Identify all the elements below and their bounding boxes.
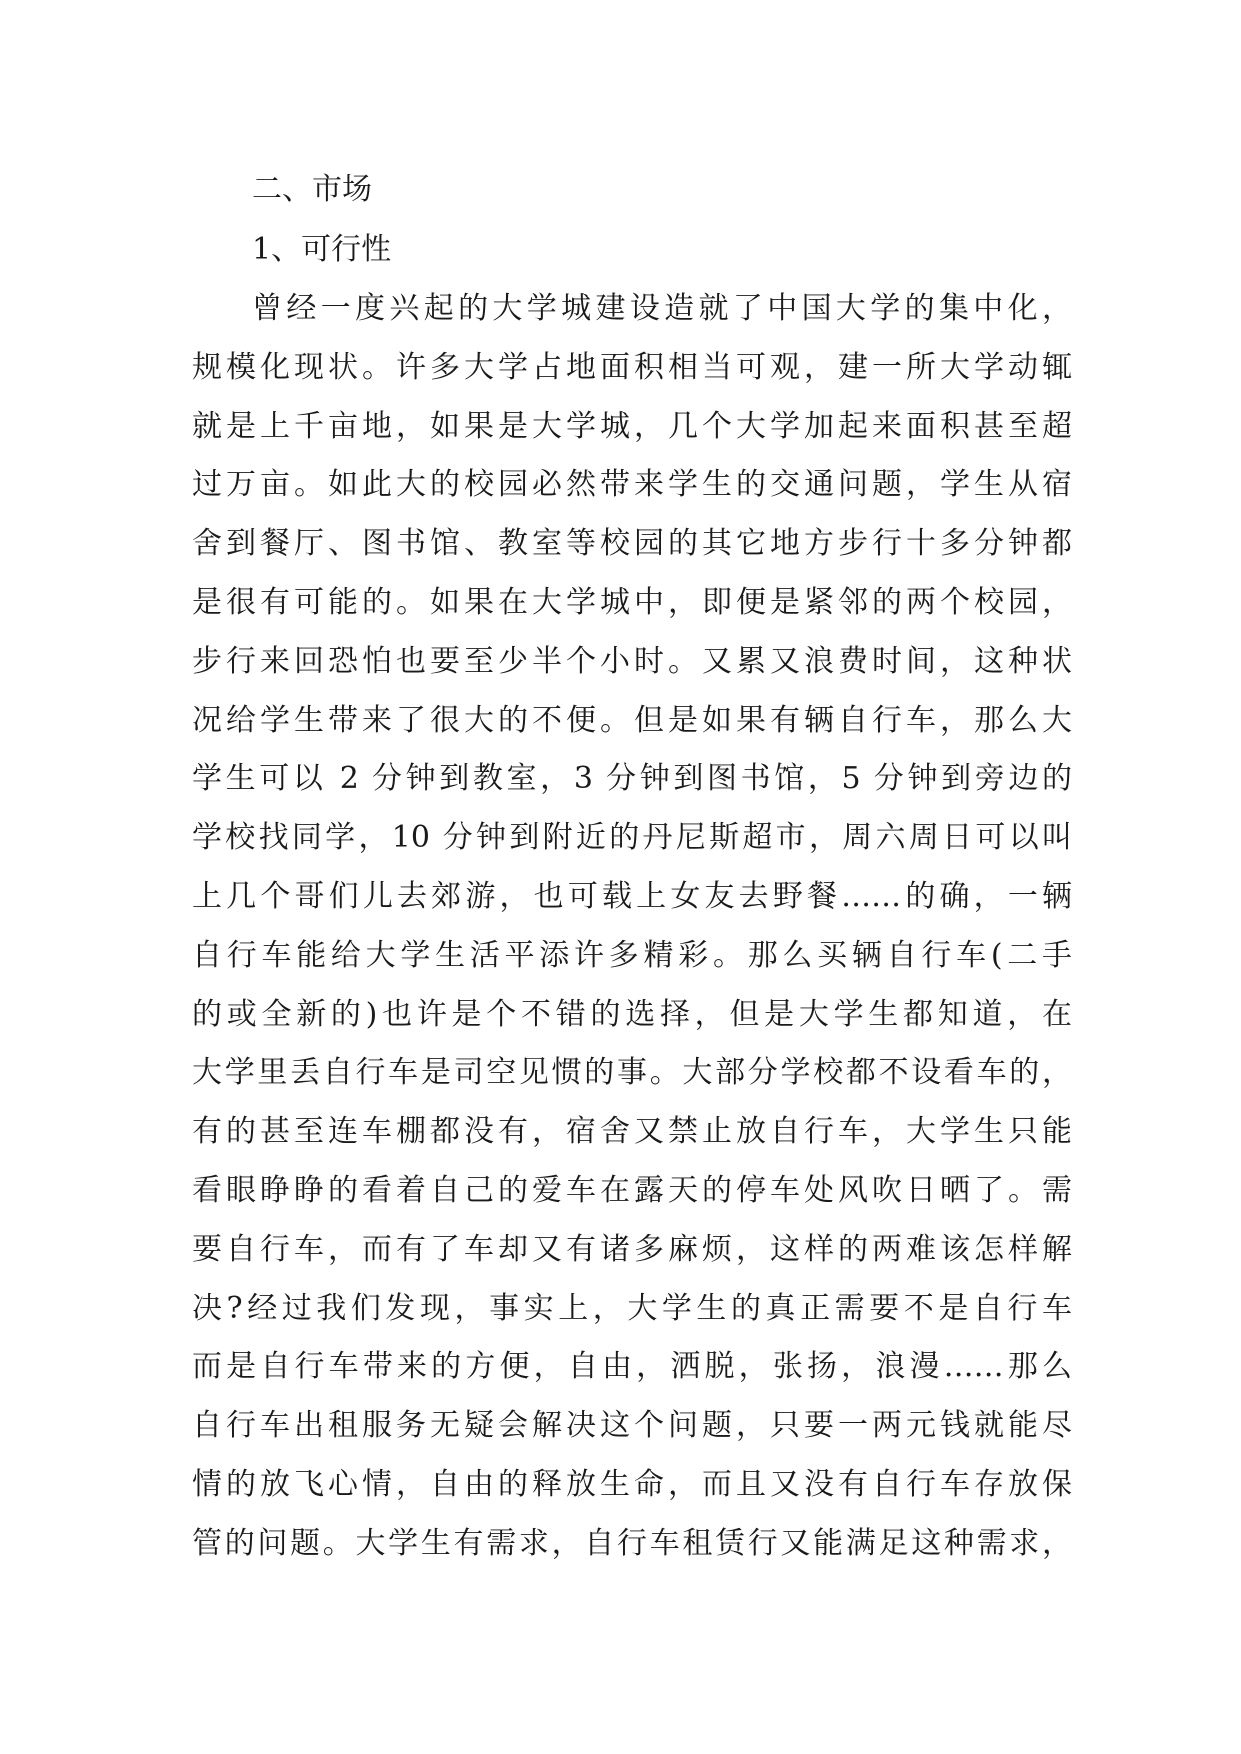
paragraph-line: 大学里丢自行车是司空见惯的事。大部分学校都不设看车的， [192, 1055, 1072, 1091]
paragraph-line: 过万亩。如此大的校园必然带来学生的交通问题，学生从宿 [192, 467, 1072, 503]
paragraph-line: 况给学生带来了很大的不便。但是如果有辆自行车，那么大 [192, 702, 1072, 738]
paragraph-line: 学校找同学，10 分钟到附近的丹尼斯超市，周六周日可以叫 [192, 820, 1072, 856]
paragraph-line: 自行车出租服务无疑会解决这个问题，只要一两元钱就能尽 [192, 1408, 1072, 1444]
paragraph-line: 上几个哥们儿去郊游，也可载上女友去野餐……的确，一辆 [192, 878, 1072, 914]
subsection-heading: 1、可行性 [252, 232, 392, 267]
paragraph-line: 规模化现状。许多大学占地面积相当可观，建一所大学动辄 [192, 349, 1072, 385]
paragraph-line: 是很有可能的。如果在大学城中，即便是紧邻的两个校园， [192, 584, 1072, 620]
paragraph-line: 情的放飞心情，自由的释放生命，而且又没有自行车存放保 [192, 1466, 1072, 1502]
paragraph-line: 管的问题。大学生有需求，自行车租赁行又能满足这种需求， [192, 1525, 1072, 1561]
paragraph-line: 决?经过我们发现，事实上，大学生的真正需要不是自行车 [192, 1290, 1072, 1326]
paragraph-line: 就是上千亩地，如果是大学城，几个大学加起来面积甚至超 [192, 408, 1072, 444]
paragraph-line: 而是自行车带来的方便，自由，洒脱，张扬，浪漫……那么 [192, 1349, 1072, 1385]
paragraph-line: 曾经一度兴起的大学城建设造就了中国大学的集中化， [252, 291, 1072, 326]
paragraph-line: 步行来回恐怕也要至少半个小时。又累又浪费时间，这种状 [192, 643, 1072, 679]
paragraph-line: 的或全新的)也许是个不错的选择，但是大学生都知道，在 [192, 996, 1072, 1032]
paragraph-line: 要自行车，而有了车却又有诸多麻烦，这样的两难该怎样解 [192, 1231, 1072, 1267]
body-paragraph [192, 280, 1072, 1574]
paragraph-line: 舍到餐厅、图书馆、教室等校园的其它地方步行十多分钟都 [192, 526, 1072, 562]
paragraph-line: 自行车能给大学生活平添许多精彩。那么买辆自行车(二手 [192, 937, 1072, 973]
paragraph-line: 学生可以 2 分钟到教室，3 分钟到图书馆，5 分钟到旁边的 [192, 761, 1072, 797]
paragraph-line: 有的甚至连车棚都没有，宿舍又禁止放自行车，大学生只能 [192, 1114, 1072, 1150]
document-body [192, 160, 1072, 1574]
section-heading: 二、市场 [252, 172, 372, 207]
paragraph-line: 看眼睁睁的看着自己的爱车在露天的停车处风吹日晒了。需 [192, 1172, 1072, 1208]
